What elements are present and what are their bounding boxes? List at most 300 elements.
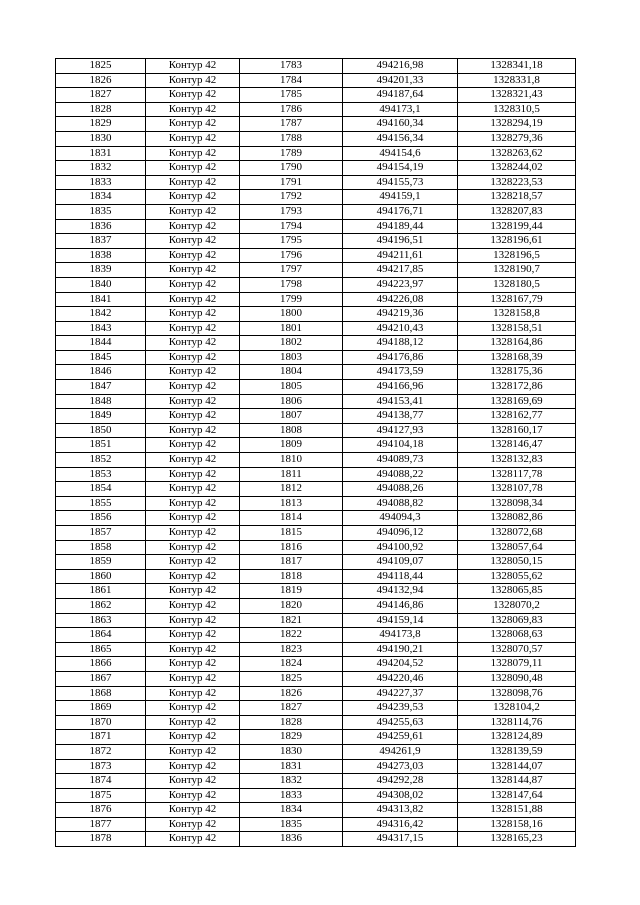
point-number-cell: 1790 bbox=[240, 161, 343, 176]
row-number-cell: 1877 bbox=[56, 817, 146, 832]
y-coordinate-cell: 1328147,64 bbox=[458, 788, 576, 803]
table-row bbox=[56, 234, 576, 249]
contour-name-cell: Контур 42 bbox=[146, 613, 240, 628]
y-coordinate-cell: 1328158,8 bbox=[458, 307, 576, 322]
table-row bbox=[56, 409, 576, 424]
point-number-cell: 1817 bbox=[240, 555, 343, 570]
row-number-cell: 1837 bbox=[56, 234, 146, 249]
table-row bbox=[56, 307, 576, 322]
y-coordinate-cell: 1328158,16 bbox=[458, 817, 576, 832]
contour-name-cell: Контур 42 bbox=[146, 380, 240, 395]
row-number-cell: 1875 bbox=[56, 788, 146, 803]
point-number-cell: 1832 bbox=[240, 774, 343, 789]
row-number-cell: 1868 bbox=[56, 686, 146, 701]
x-coordinate-cell: 494210,43 bbox=[343, 321, 458, 336]
table-row bbox=[56, 511, 576, 526]
x-coordinate-cell: 494220,46 bbox=[343, 671, 458, 686]
y-coordinate-cell: 1328158,51 bbox=[458, 321, 576, 336]
row-number-cell: 1825 bbox=[56, 59, 146, 74]
point-number-cell: 1824 bbox=[240, 657, 343, 672]
y-coordinate-cell: 1328068,63 bbox=[458, 628, 576, 643]
y-coordinate-cell: 1328172,86 bbox=[458, 380, 576, 395]
point-number-cell: 1801 bbox=[240, 321, 343, 336]
table-row bbox=[56, 598, 576, 613]
x-coordinate-cell: 494173,8 bbox=[343, 628, 458, 643]
point-number-cell: 1823 bbox=[240, 642, 343, 657]
row-number-cell: 1878 bbox=[56, 832, 146, 847]
table-row bbox=[56, 365, 576, 380]
point-number-cell: 1829 bbox=[240, 730, 343, 745]
x-coordinate-cell: 494146,86 bbox=[343, 598, 458, 613]
row-number-cell: 1855 bbox=[56, 496, 146, 511]
y-coordinate-cell: 1328079,11 bbox=[458, 657, 576, 672]
x-coordinate-cell: 494227,37 bbox=[343, 686, 458, 701]
row-number-cell: 1836 bbox=[56, 219, 146, 234]
point-number-cell: 1788 bbox=[240, 131, 343, 146]
table-row bbox=[56, 248, 576, 263]
x-coordinate-cell: 494096,12 bbox=[343, 526, 458, 541]
y-coordinate-cell: 1328244,02 bbox=[458, 161, 576, 176]
point-number-cell: 1799 bbox=[240, 292, 343, 307]
x-coordinate-cell: 494088,26 bbox=[343, 482, 458, 497]
row-number-cell: 1842 bbox=[56, 307, 146, 322]
table-row bbox=[56, 774, 576, 789]
x-coordinate-cell: 494155,73 bbox=[343, 175, 458, 190]
point-number-cell: 1805 bbox=[240, 380, 343, 395]
row-number-cell: 1843 bbox=[56, 321, 146, 336]
table-row bbox=[56, 467, 576, 482]
point-number-cell: 1794 bbox=[240, 219, 343, 234]
point-number-cell: 1793 bbox=[240, 204, 343, 219]
row-number-cell: 1845 bbox=[56, 350, 146, 365]
x-coordinate-cell: 494153,41 bbox=[343, 394, 458, 409]
table-row bbox=[56, 336, 576, 351]
row-number-cell: 1840 bbox=[56, 277, 146, 292]
x-coordinate-cell: 494188,12 bbox=[343, 336, 458, 351]
y-coordinate-cell: 1328331,8 bbox=[458, 73, 576, 88]
y-coordinate-cell: 1328104,2 bbox=[458, 701, 576, 716]
y-coordinate-cell: 1328196,5 bbox=[458, 248, 576, 263]
point-number-cell: 1791 bbox=[240, 175, 343, 190]
point-number-cell: 1808 bbox=[240, 423, 343, 438]
x-coordinate-cell: 494154,19 bbox=[343, 161, 458, 176]
contour-name-cell: Контур 42 bbox=[146, 423, 240, 438]
row-number-cell: 1871 bbox=[56, 730, 146, 745]
table-row bbox=[56, 817, 576, 832]
x-coordinate-cell: 494166,96 bbox=[343, 380, 458, 395]
table-row bbox=[56, 321, 576, 336]
row-number-cell: 1850 bbox=[56, 423, 146, 438]
table-row bbox=[56, 219, 576, 234]
table-row bbox=[56, 131, 576, 146]
contour-name-cell: Контур 42 bbox=[146, 453, 240, 468]
row-number-cell: 1849 bbox=[56, 409, 146, 424]
contour-name-cell: Контур 42 bbox=[146, 277, 240, 292]
table-row bbox=[56, 671, 576, 686]
contour-name-cell: Контур 42 bbox=[146, 598, 240, 613]
contour-name-cell: Контур 42 bbox=[146, 482, 240, 497]
contour-name-cell: Контур 42 bbox=[146, 336, 240, 351]
table-row bbox=[56, 496, 576, 511]
y-coordinate-cell: 1328321,43 bbox=[458, 88, 576, 103]
contour-name-cell: Контур 42 bbox=[146, 628, 240, 643]
y-coordinate-cell: 1328107,78 bbox=[458, 482, 576, 497]
contour-name-cell: Контур 42 bbox=[146, 131, 240, 146]
row-number-cell: 1834 bbox=[56, 190, 146, 205]
row-number-cell: 1858 bbox=[56, 540, 146, 555]
row-number-cell: 1826 bbox=[56, 73, 146, 88]
x-coordinate-cell: 494159,14 bbox=[343, 613, 458, 628]
row-number-cell: 1832 bbox=[56, 161, 146, 176]
y-coordinate-cell: 1328070,57 bbox=[458, 642, 576, 657]
row-number-cell: 1852 bbox=[56, 453, 146, 468]
contour-name-cell: Контур 42 bbox=[146, 511, 240, 526]
contour-name-cell: Контур 42 bbox=[146, 817, 240, 832]
point-number-cell: 1785 bbox=[240, 88, 343, 103]
row-number-cell: 1830 bbox=[56, 131, 146, 146]
row-number-cell: 1851 bbox=[56, 438, 146, 453]
x-coordinate-cell: 494239,53 bbox=[343, 701, 458, 716]
point-number-cell: 1786 bbox=[240, 102, 343, 117]
y-coordinate-cell: 1328151,88 bbox=[458, 803, 576, 818]
x-coordinate-cell: 494094,3 bbox=[343, 511, 458, 526]
contour-name-cell: Контур 42 bbox=[146, 365, 240, 380]
contour-name-cell: Контур 42 bbox=[146, 409, 240, 424]
y-coordinate-cell: 1328175,36 bbox=[458, 365, 576, 380]
x-coordinate-cell: 494196,51 bbox=[343, 234, 458, 249]
x-coordinate-cell: 494088,82 bbox=[343, 496, 458, 511]
contour-name-cell: Контур 42 bbox=[146, 234, 240, 249]
contour-name-cell: Контур 42 bbox=[146, 540, 240, 555]
y-coordinate-cell: 1328167,79 bbox=[458, 292, 576, 307]
x-coordinate-cell: 494204,52 bbox=[343, 657, 458, 672]
point-number-cell: 1796 bbox=[240, 248, 343, 263]
table-row bbox=[56, 540, 576, 555]
contour-name-cell: Контур 42 bbox=[146, 88, 240, 103]
y-coordinate-cell: 1328294,19 bbox=[458, 117, 576, 132]
row-number-cell: 1869 bbox=[56, 701, 146, 716]
y-coordinate-cell: 1328117,78 bbox=[458, 467, 576, 482]
y-coordinate-cell: 1328055,62 bbox=[458, 569, 576, 584]
x-coordinate-cell: 494211,61 bbox=[343, 248, 458, 263]
row-number-cell: 1841 bbox=[56, 292, 146, 307]
x-coordinate-cell: 494223,97 bbox=[343, 277, 458, 292]
row-number-cell: 1872 bbox=[56, 744, 146, 759]
point-number-cell: 1821 bbox=[240, 613, 343, 628]
contour-name-cell: Контур 42 bbox=[146, 759, 240, 774]
y-coordinate-cell: 1328098,76 bbox=[458, 686, 576, 701]
x-coordinate-cell: 494259,61 bbox=[343, 730, 458, 745]
contour-name-cell: Контур 42 bbox=[146, 102, 240, 117]
contour-name-cell: Контур 42 bbox=[146, 526, 240, 541]
row-number-cell: 1827 bbox=[56, 88, 146, 103]
y-coordinate-cell: 1328146,47 bbox=[458, 438, 576, 453]
point-number-cell: 1826 bbox=[240, 686, 343, 701]
contour-name-cell: Контур 42 bbox=[146, 190, 240, 205]
table-row bbox=[56, 803, 576, 818]
contour-name-cell: Контур 42 bbox=[146, 146, 240, 161]
x-coordinate-cell: 494118,44 bbox=[343, 569, 458, 584]
contour-name-cell: Контур 42 bbox=[146, 73, 240, 88]
row-number-cell: 1833 bbox=[56, 175, 146, 190]
contour-name-cell: Контур 42 bbox=[146, 686, 240, 701]
table-row bbox=[56, 788, 576, 803]
row-number-cell: 1874 bbox=[56, 774, 146, 789]
x-coordinate-cell: 494160,34 bbox=[343, 117, 458, 132]
table-row bbox=[56, 701, 576, 716]
contour-name-cell: Контур 42 bbox=[146, 117, 240, 132]
row-number-cell: 1838 bbox=[56, 248, 146, 263]
contour-name-cell: Контур 42 bbox=[146, 730, 240, 745]
table-row bbox=[56, 88, 576, 103]
y-coordinate-cell: 1328132,83 bbox=[458, 453, 576, 468]
contour-name-cell: Контур 42 bbox=[146, 59, 240, 74]
contour-name-cell: Контур 42 bbox=[146, 715, 240, 730]
table-row bbox=[56, 686, 576, 701]
row-number-cell: 1847 bbox=[56, 380, 146, 395]
row-number-cell: 1839 bbox=[56, 263, 146, 278]
coordinates-table-body bbox=[56, 59, 576, 847]
contour-name-cell: Контур 42 bbox=[146, 219, 240, 234]
table-row bbox=[56, 759, 576, 774]
point-number-cell: 1789 bbox=[240, 146, 343, 161]
row-number-cell: 1848 bbox=[56, 394, 146, 409]
x-coordinate-cell: 494159,1 bbox=[343, 190, 458, 205]
table-row bbox=[56, 642, 576, 657]
point-number-cell: 1814 bbox=[240, 511, 343, 526]
x-coordinate-cell: 494261,9 bbox=[343, 744, 458, 759]
point-number-cell: 1783 bbox=[240, 59, 343, 74]
table-row bbox=[56, 277, 576, 292]
x-coordinate-cell: 494176,86 bbox=[343, 350, 458, 365]
x-coordinate-cell: 494226,08 bbox=[343, 292, 458, 307]
y-coordinate-cell: 1328139,59 bbox=[458, 744, 576, 759]
y-coordinate-cell: 1328180,5 bbox=[458, 277, 576, 292]
point-number-cell: 1812 bbox=[240, 482, 343, 497]
table-row bbox=[56, 657, 576, 672]
point-number-cell: 1792 bbox=[240, 190, 343, 205]
point-number-cell: 1831 bbox=[240, 759, 343, 774]
y-coordinate-cell: 1328069,83 bbox=[458, 613, 576, 628]
y-coordinate-cell: 1328199,44 bbox=[458, 219, 576, 234]
table-row bbox=[56, 613, 576, 628]
row-number-cell: 1828 bbox=[56, 102, 146, 117]
point-number-cell: 1797 bbox=[240, 263, 343, 278]
point-number-cell: 1811 bbox=[240, 467, 343, 482]
row-number-cell: 1854 bbox=[56, 482, 146, 497]
x-coordinate-cell: 494313,82 bbox=[343, 803, 458, 818]
x-coordinate-cell: 494138,77 bbox=[343, 409, 458, 424]
contour-name-cell: Контур 42 bbox=[146, 744, 240, 759]
table-row bbox=[56, 526, 576, 541]
table-row bbox=[56, 350, 576, 365]
table-row bbox=[56, 73, 576, 88]
row-number-cell: 1853 bbox=[56, 467, 146, 482]
point-number-cell: 1827 bbox=[240, 701, 343, 716]
contour-name-cell: Контур 42 bbox=[146, 292, 240, 307]
point-number-cell: 1813 bbox=[240, 496, 343, 511]
row-number-cell: 1859 bbox=[56, 555, 146, 570]
table-row bbox=[56, 438, 576, 453]
table-row bbox=[56, 263, 576, 278]
y-coordinate-cell: 1328160,17 bbox=[458, 423, 576, 438]
point-number-cell: 1795 bbox=[240, 234, 343, 249]
contour-name-cell: Контур 42 bbox=[146, 350, 240, 365]
x-coordinate-cell: 494154,6 bbox=[343, 146, 458, 161]
x-coordinate-cell: 494190,21 bbox=[343, 642, 458, 657]
contour-name-cell: Контур 42 bbox=[146, 263, 240, 278]
point-number-cell: 1800 bbox=[240, 307, 343, 322]
point-number-cell: 1802 bbox=[240, 336, 343, 351]
contour-name-cell: Контур 42 bbox=[146, 161, 240, 176]
point-number-cell: 1803 bbox=[240, 350, 343, 365]
y-coordinate-cell: 1328310,5 bbox=[458, 102, 576, 117]
x-coordinate-cell: 494255,63 bbox=[343, 715, 458, 730]
contour-name-cell: Контур 42 bbox=[146, 569, 240, 584]
row-number-cell: 1844 bbox=[56, 336, 146, 351]
contour-name-cell: Контур 42 bbox=[146, 394, 240, 409]
point-number-cell: 1819 bbox=[240, 584, 343, 599]
contour-name-cell: Контур 42 bbox=[146, 803, 240, 818]
point-number-cell: 1820 bbox=[240, 598, 343, 613]
x-coordinate-cell: 494088,22 bbox=[343, 467, 458, 482]
row-number-cell: 1876 bbox=[56, 803, 146, 818]
row-number-cell: 1863 bbox=[56, 613, 146, 628]
y-coordinate-cell: 1328050,15 bbox=[458, 555, 576, 570]
x-coordinate-cell: 494292,28 bbox=[343, 774, 458, 789]
row-number-cell: 1866 bbox=[56, 657, 146, 672]
row-number-cell: 1829 bbox=[56, 117, 146, 132]
y-coordinate-cell: 1328223,53 bbox=[458, 175, 576, 190]
table-row bbox=[56, 832, 576, 847]
x-coordinate-cell: 494219,36 bbox=[343, 307, 458, 322]
row-number-cell: 1846 bbox=[56, 365, 146, 380]
contour-name-cell: Контур 42 bbox=[146, 788, 240, 803]
y-coordinate-cell: 1328196,61 bbox=[458, 234, 576, 249]
x-coordinate-cell: 494317,15 bbox=[343, 832, 458, 847]
row-number-cell: 1831 bbox=[56, 146, 146, 161]
y-coordinate-cell: 1328090,48 bbox=[458, 671, 576, 686]
contour-name-cell: Контур 42 bbox=[146, 467, 240, 482]
table-row bbox=[56, 292, 576, 307]
y-coordinate-cell: 1328164,86 bbox=[458, 336, 576, 351]
y-coordinate-cell: 1328168,39 bbox=[458, 350, 576, 365]
row-number-cell: 1861 bbox=[56, 584, 146, 599]
row-number-cell: 1835 bbox=[56, 204, 146, 219]
contour-name-cell: Контур 42 bbox=[146, 175, 240, 190]
table-row bbox=[56, 102, 576, 117]
point-number-cell: 1825 bbox=[240, 671, 343, 686]
y-coordinate-cell: 1328207,83 bbox=[458, 204, 576, 219]
y-coordinate-cell: 1328279,36 bbox=[458, 131, 576, 146]
y-coordinate-cell: 1328072,68 bbox=[458, 526, 576, 541]
y-coordinate-cell: 1328169,69 bbox=[458, 394, 576, 409]
row-number-cell: 1873 bbox=[56, 759, 146, 774]
contour-name-cell: Контур 42 bbox=[146, 584, 240, 599]
table-row bbox=[56, 744, 576, 759]
point-number-cell: 1806 bbox=[240, 394, 343, 409]
contour-name-cell: Контур 42 bbox=[146, 321, 240, 336]
point-number-cell: 1835 bbox=[240, 817, 343, 832]
point-number-cell: 1830 bbox=[240, 744, 343, 759]
table-row bbox=[56, 453, 576, 468]
contour-name-cell: Контур 42 bbox=[146, 204, 240, 219]
y-coordinate-cell: 1328057,64 bbox=[458, 540, 576, 555]
table-row bbox=[56, 204, 576, 219]
x-coordinate-cell: 494156,34 bbox=[343, 131, 458, 146]
x-coordinate-cell: 494109,07 bbox=[343, 555, 458, 570]
x-coordinate-cell: 494187,64 bbox=[343, 88, 458, 103]
row-number-cell: 1862 bbox=[56, 598, 146, 613]
contour-name-cell: Контур 42 bbox=[146, 555, 240, 570]
contour-name-cell: Контур 42 bbox=[146, 496, 240, 511]
point-number-cell: 1833 bbox=[240, 788, 343, 803]
x-coordinate-cell: 494308,02 bbox=[343, 788, 458, 803]
x-coordinate-cell: 494176,71 bbox=[343, 204, 458, 219]
y-coordinate-cell: 1328190,7 bbox=[458, 263, 576, 278]
table-row bbox=[56, 482, 576, 497]
point-number-cell: 1810 bbox=[240, 453, 343, 468]
x-coordinate-cell: 494216,98 bbox=[343, 59, 458, 74]
point-number-cell: 1828 bbox=[240, 715, 343, 730]
y-coordinate-cell: 1328098,34 bbox=[458, 496, 576, 511]
y-coordinate-cell: 1328124,89 bbox=[458, 730, 576, 745]
contour-name-cell: Контур 42 bbox=[146, 642, 240, 657]
x-coordinate-cell: 494173,59 bbox=[343, 365, 458, 380]
y-coordinate-cell: 1328218,57 bbox=[458, 190, 576, 205]
row-number-cell: 1865 bbox=[56, 642, 146, 657]
x-coordinate-cell: 494201,33 bbox=[343, 73, 458, 88]
point-number-cell: 1784 bbox=[240, 73, 343, 88]
x-coordinate-cell: 494089,73 bbox=[343, 453, 458, 468]
row-number-cell: 1867 bbox=[56, 671, 146, 686]
x-coordinate-cell: 494217,85 bbox=[343, 263, 458, 278]
x-coordinate-cell: 494273,03 bbox=[343, 759, 458, 774]
y-coordinate-cell: 1328165,23 bbox=[458, 832, 576, 847]
x-coordinate-cell: 494173,1 bbox=[343, 102, 458, 117]
y-coordinate-cell: 1328263,62 bbox=[458, 146, 576, 161]
x-coordinate-cell: 494189,44 bbox=[343, 219, 458, 234]
point-number-cell: 1815 bbox=[240, 526, 343, 541]
table-row bbox=[56, 423, 576, 438]
table-row bbox=[56, 175, 576, 190]
point-number-cell: 1787 bbox=[240, 117, 343, 132]
x-coordinate-cell: 494104,18 bbox=[343, 438, 458, 453]
point-number-cell: 1809 bbox=[240, 438, 343, 453]
table-row bbox=[56, 59, 576, 74]
row-number-cell: 1856 bbox=[56, 511, 146, 526]
contour-name-cell: Контур 42 bbox=[146, 307, 240, 322]
contour-name-cell: Контур 42 bbox=[146, 701, 240, 716]
contour-name-cell: Контур 42 bbox=[146, 671, 240, 686]
point-number-cell: 1836 bbox=[240, 832, 343, 847]
table-row bbox=[56, 117, 576, 132]
coordinates-table bbox=[55, 58, 576, 847]
contour-name-cell: Контур 42 bbox=[146, 774, 240, 789]
table-row bbox=[56, 569, 576, 584]
table-row bbox=[56, 161, 576, 176]
table-row bbox=[56, 715, 576, 730]
y-coordinate-cell: 1328114,76 bbox=[458, 715, 576, 730]
x-coordinate-cell: 494100,92 bbox=[343, 540, 458, 555]
point-number-cell: 1798 bbox=[240, 277, 343, 292]
contour-name-cell: Контур 42 bbox=[146, 657, 240, 672]
point-number-cell: 1804 bbox=[240, 365, 343, 380]
x-coordinate-cell: 494132,94 bbox=[343, 584, 458, 599]
table-row bbox=[56, 628, 576, 643]
point-number-cell: 1818 bbox=[240, 569, 343, 584]
table-row bbox=[56, 394, 576, 409]
